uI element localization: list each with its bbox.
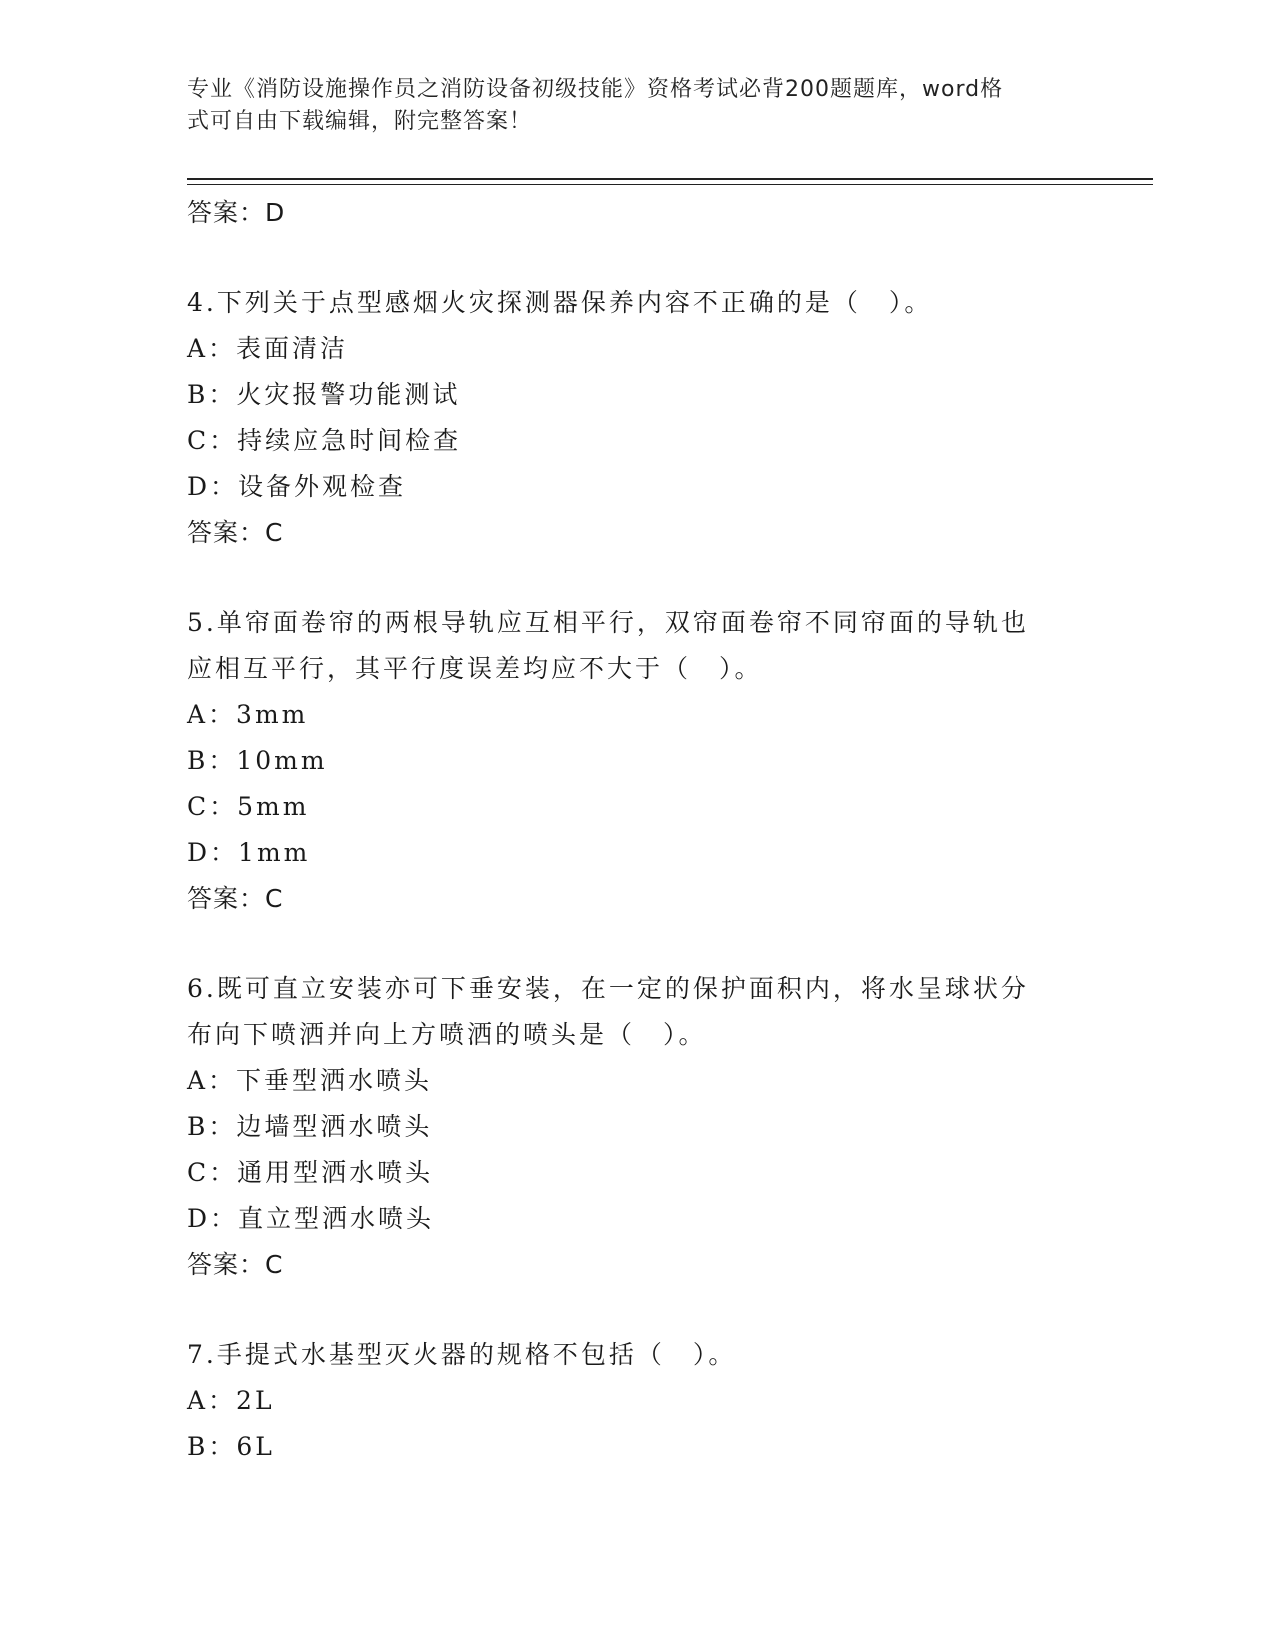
question-stem-line-2: 布向下喷洒并向上方喷洒的喷头是（ ）。 — [187, 1020, 707, 1049]
header-line-1: 专业《消防设施操作员之消防设备初级技能》资格考试必背200题题库，word格 — [187, 77, 1004, 102]
question-4 — [187, 280, 1067, 556]
header-line-2: 式可自由下载编辑，附完整答案！ — [187, 109, 533, 134]
question-stem-line-1: 5.单帘面卷帘的两根导轨应互相平行，双帘面卷帘不同帘面的导轨也 — [187, 608, 1029, 637]
option-a: A：3mm — [187, 700, 309, 729]
header-rule-thin — [187, 184, 1153, 185]
answer-q3: 答案：D — [187, 198, 286, 227]
option-c: C：5mm — [187, 792, 310, 821]
option-a: A：2L — [187, 1386, 275, 1415]
option-d: D：1mm — [187, 838, 311, 867]
question-6 — [187, 966, 1067, 1288]
option-b: B：10mm — [187, 746, 328, 775]
question-stem-line-2: 应相互平行，其平行度误差均应不大于（ ）。 — [187, 654, 763, 683]
answer-q4: 答案：C — [187, 518, 284, 547]
document-header — [187, 74, 1067, 138]
option-d: D：直立型洒水喷头 — [187, 1204, 435, 1233]
question-7 — [187, 1332, 1067, 1470]
answer-q6: 答案：C — [187, 1250, 284, 1279]
question-stem: 4.下列关于点型感烟火灾探测器保养内容不正确的是（ ）。 — [187, 288, 933, 317]
option-b: B：边墙型洒水喷头 — [187, 1112, 433, 1141]
question-stem: 7.手提式水基型灭火器的规格不包括（ ）。 — [187, 1340, 737, 1369]
option-c: C：通用型洒水喷头 — [187, 1158, 434, 1187]
option-a: A：下垂型洒水喷头 — [187, 1066, 433, 1095]
question-5 — [187, 600, 1067, 922]
option-a: A：表面清洁 — [187, 334, 349, 363]
question-content — [187, 190, 1067, 1470]
header-rule-thick — [187, 178, 1153, 180]
option-b: B：6L — [187, 1432, 275, 1461]
option-b: B：火灾报警功能测试 — [187, 380, 461, 409]
answer-q5: 答案：C — [187, 884, 284, 913]
option-d: D：设备外观检查 — [187, 472, 407, 501]
option-c: C：持续应急时间检查 — [187, 426, 462, 455]
question-stem-line-1: 6.既可直立安装亦可下垂安装，在一定的保护面积内，将水呈球状分 — [187, 974, 1029, 1003]
